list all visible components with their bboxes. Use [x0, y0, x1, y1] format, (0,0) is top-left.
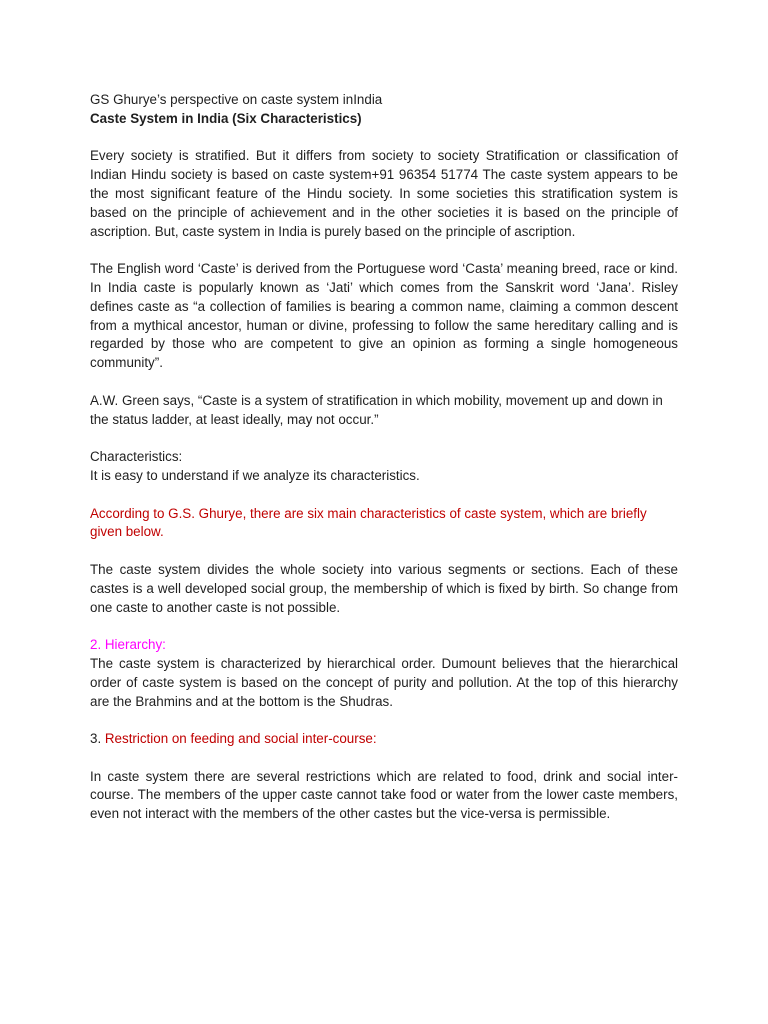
spacer	[90, 429, 678, 448]
characteristics-heading: Characteristics:	[90, 449, 183, 465]
spacer	[90, 749, 678, 768]
spacer	[90, 241, 678, 260]
restriction-heading: Restriction on feeding and social inter-course:	[104, 731, 377, 747]
spacer	[90, 542, 678, 561]
spacer	[90, 711, 678, 730]
restriction-number: 3.	[90, 731, 105, 747]
paragraph-stratification: Every society is stratified. But it differs from society to society Stratification or classification of Indian Hindu society is based on caste system+91 96354 51774 The caste system appears to be the most significant feature of the Hindu society. In some societies this stratification system is based on the principle of achievement and in the other societies it is based on the principle of ascription. But, caste system in India is purely based on the principle of ascription.	[90, 148, 678, 239]
paragraph-green-quote: A.W. Green says, “Caste is a system of stratification in which mobility, movement up and down in the status ladder, at least ideally, may not occur.”	[90, 392, 663, 427]
ghurye-intro: According to G.S. Ghurye, there are six main characteristics of caste system, which are briefly given below.	[90, 505, 647, 540]
restriction-heading-line	[90, 730, 678, 749]
spacer	[90, 617, 678, 636]
spacer	[90, 373, 678, 392]
hierarchy-text: The caste system is characterized by hierarchical order. Dumount believes that the hierarchical order of caste system is based on the concept of purity and pollution. At the top of this hierarchy are the Brahmins and at the bottom is the Shudras.	[90, 655, 678, 709]
restriction-text: In caste system there are several restrictions which are related to food, drink and social inter-course. The members of the upper caste cannot take food or water from the lower caste members, even not interact with the members of the other castes but the vice-versa is permissible.	[90, 768, 678, 822]
spacer	[90, 129, 678, 148]
spacer	[90, 486, 678, 505]
characteristics-intro: It is easy to understand if we analyze its characteristics.	[90, 467, 420, 483]
paragraph-caste-definition: The English word ‘Caste’ is derived from the Portuguese word ‘Casta’ meaning breed, race or kind. In India caste is popularly known as ‘Jati’ which comes from the Sanskrit word ‘Jana’. Risley defines caste as “a collection of families is bearing a common name, claiming a common descent from a mythical ancestor, human or divine, professing to follow the same hereditary calling and is regarded by those who are competent to give an opinion as forming a single homogeneous community”.	[90, 261, 678, 371]
document-subtitle: Caste System in India (Six Characteristics)	[90, 110, 362, 126]
document-title: GS Ghurye’s perspective on caste system inIndia	[90, 92, 383, 107]
paragraph-segmental-division: The caste system divides the whole society into various segments or sections. Each of these castes is a well developed social group, the membership of which is fixed by birth. So change from one caste to another caste is not possible.	[90, 561, 678, 615]
hierarchy-heading: 2. Hierarchy:	[90, 637, 166, 653]
